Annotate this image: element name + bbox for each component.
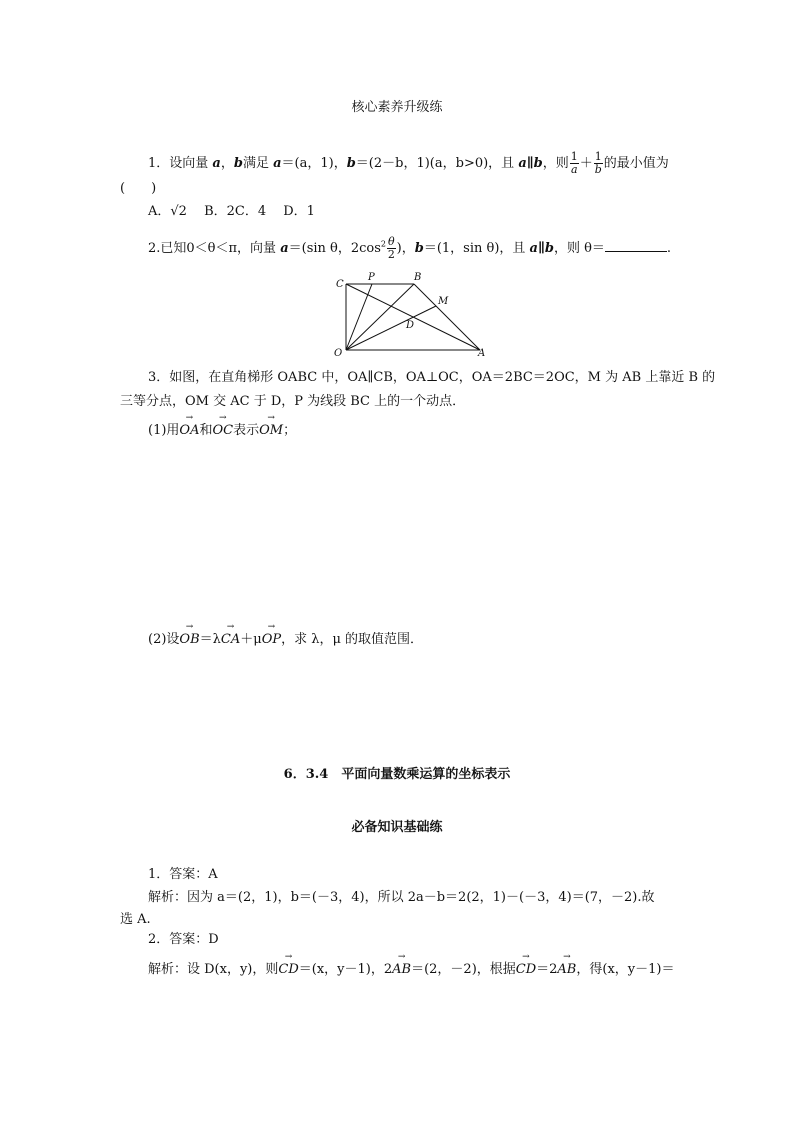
answer-1: 1．答案：A	[148, 867, 218, 882]
label-D: D	[406, 320, 415, 331]
explanation-1-line-1: 解析：因为 a＝(2，1)，b＝(－3，4)，所以 2a－b＝2(2，1)－(－3，4)＝(7，－2).故	[148, 890, 655, 905]
question-2-stem: 2.已知0＜θ＜π，向量 a＝(sin θ，$2\cos^2$ $\frac{\theta}{2}$ )，b＝(1，sin θ)，且 a∥b，则 θ＝ .	[148, 235, 672, 261]
question-3-part-2: (2)设→ OB＝λ→ CA＋μ→ OP，求 λ，μ 的取值范围．	[148, 632, 423, 648]
explanation-1-line-2: 选 A.	[120, 912, 151, 927]
label-C: C	[336, 279, 344, 290]
section-title: 核心素养升级练	[351, 100, 443, 115]
fraction-one-over-a: $\frac{1}{a}$	[570, 150, 578, 176]
fraction-theta-over-2: $\frac{\theta}{2}$	[387, 235, 395, 261]
fraction-one-over-b: $\frac{1}{b}$	[594, 150, 602, 176]
trapezoid-figure	[330, 268, 490, 362]
question-1-stem: 1．设向量 a，b满足 a＝(a，1)，b＝(2－b，1)(a，b>0)，且 a∥b，则 $\frac{1}{a}$ ＋ $\frac{1}{b}$ 的最小值为	[148, 150, 669, 176]
question-3-part-1: (1)用→ OA和→ OC表示→ OM；	[148, 423, 296, 439]
question-1-paren: ( )	[120, 181, 157, 196]
label-B: B	[414, 272, 422, 283]
segment-OP	[346, 284, 372, 350]
segment-OB	[346, 284, 414, 350]
section-2-subtitle: 必备知识基础练	[351, 820, 443, 835]
question-3-line-2: 三等分点，OM 交 AC 于 D，P 为线段 BC 上的一个动点．	[120, 394, 466, 409]
label-A: A	[478, 348, 486, 359]
question-1-options: A．√2 B．2C．4 D．1	[148, 204, 315, 219]
question-3-line-1: 3．如图，在直角梯形 OABC 中，OA∥CB，OA⊥OC，OA＝2BC＝2OC，M 为 AB 上靠近 B 的	[148, 370, 716, 385]
explanation-2: 解析：设 D(x，y)，则→ CD＝(x，y－1)，2→ AB＝(2，－2)，根据→ CD＝2→ AB，得(x，y－1)＝	[148, 962, 674, 978]
segment-OM	[346, 306, 436, 350]
label-O: O	[334, 348, 343, 359]
label-P: P	[368, 272, 375, 283]
segment-BA	[414, 284, 480, 350]
answer-blank	[605, 239, 667, 252]
label-M: M	[438, 296, 449, 307]
answer-2: 2．答案：D	[148, 932, 219, 947]
section-2-title: 6．3.4 平面向量数乘运算的坐标表示	[283, 767, 511, 782]
